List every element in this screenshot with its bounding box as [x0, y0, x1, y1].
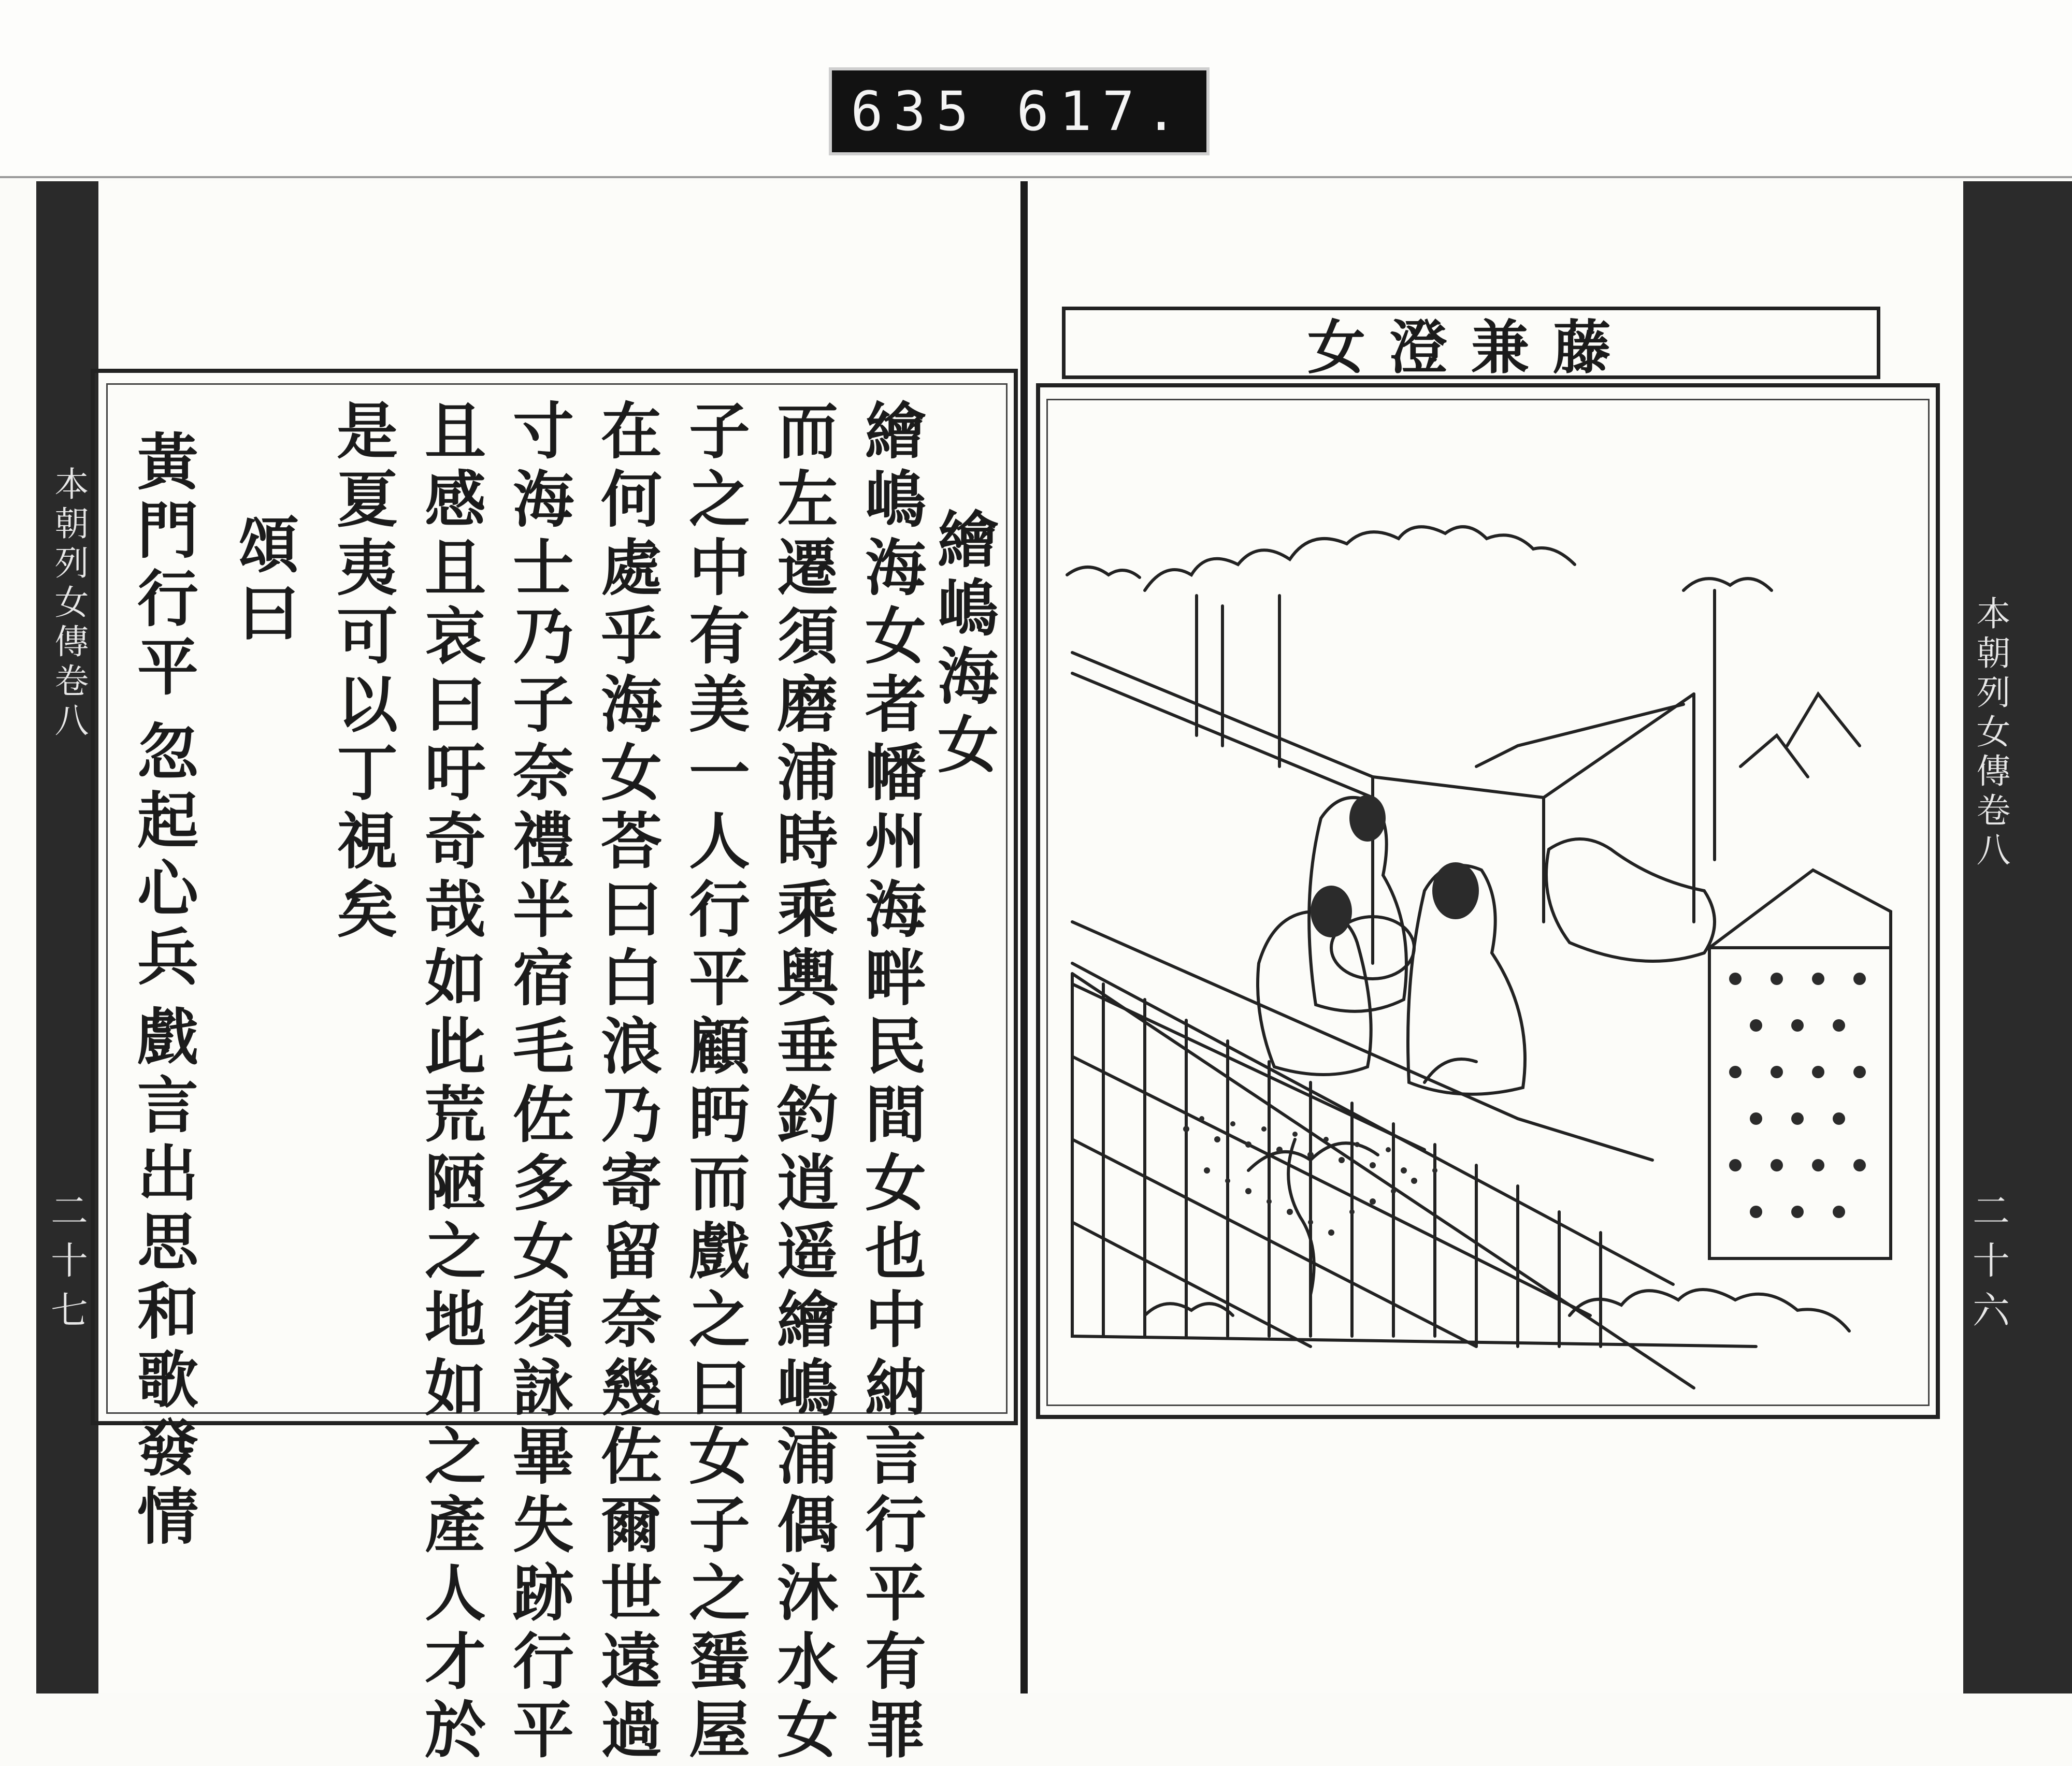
- verse-line-3: 戲言出思: [127, 1005, 199, 1278]
- text-column-2: 而左遷須磨浦時乘輿垂釣逍遥繪嶋浦偶沐水女: [767, 399, 839, 1766]
- catalog-label: [829, 67, 1210, 155]
- text-column-6: 且感且哀曰吁奇哉如此荒陋之地如之產人才於: [414, 399, 486, 1766]
- verse-line-1: 黃門行平: [127, 430, 199, 703]
- left-margin-title: 本朝列女傳卷八: [49, 466, 89, 742]
- right-margin-title: 本朝列女傳卷八: [1970, 596, 2010, 871]
- text-heading: 繪嶋海女: [927, 508, 999, 781]
- illustration-title-text: 女澄兼藤: [1307, 313, 1635, 382]
- verse-heading: 頌曰: [228, 513, 300, 649]
- verse-line-2: 忽起心兵: [127, 720, 199, 993]
- text-column-3: 子之中有美一人行平顧眄而戲之曰女子之蜑屋: [679, 399, 751, 1766]
- catalog-number-2: 617.: [1016, 80, 1188, 143]
- text-column-7: 是夏夷可以丁視矣: [326, 399, 398, 946]
- text-column-4: 在何處乎海女荅曰白浪乃寄留奈幾佐爾世遠過: [591, 399, 663, 1766]
- woodblock-illustration: [1052, 404, 1922, 1398]
- catalog-number-1: 635: [851, 80, 980, 143]
- book-gutter: [1020, 181, 1028, 1693]
- left-page-number: 二十七: [45, 1191, 88, 1340]
- right-page-number: 二十六: [1966, 1191, 2010, 1340]
- illustration-title: [1062, 307, 1880, 382]
- text-column-1: 繪嶋海女者幡州海畔民間女也中納言行平有罪: [855, 399, 927, 1766]
- verse-line-4: 和歌發情: [127, 1279, 199, 1553]
- text-column-5: 寸海士乃子奈禮半宿毛佐多女須詠畢失跡行平: [502, 399, 574, 1766]
